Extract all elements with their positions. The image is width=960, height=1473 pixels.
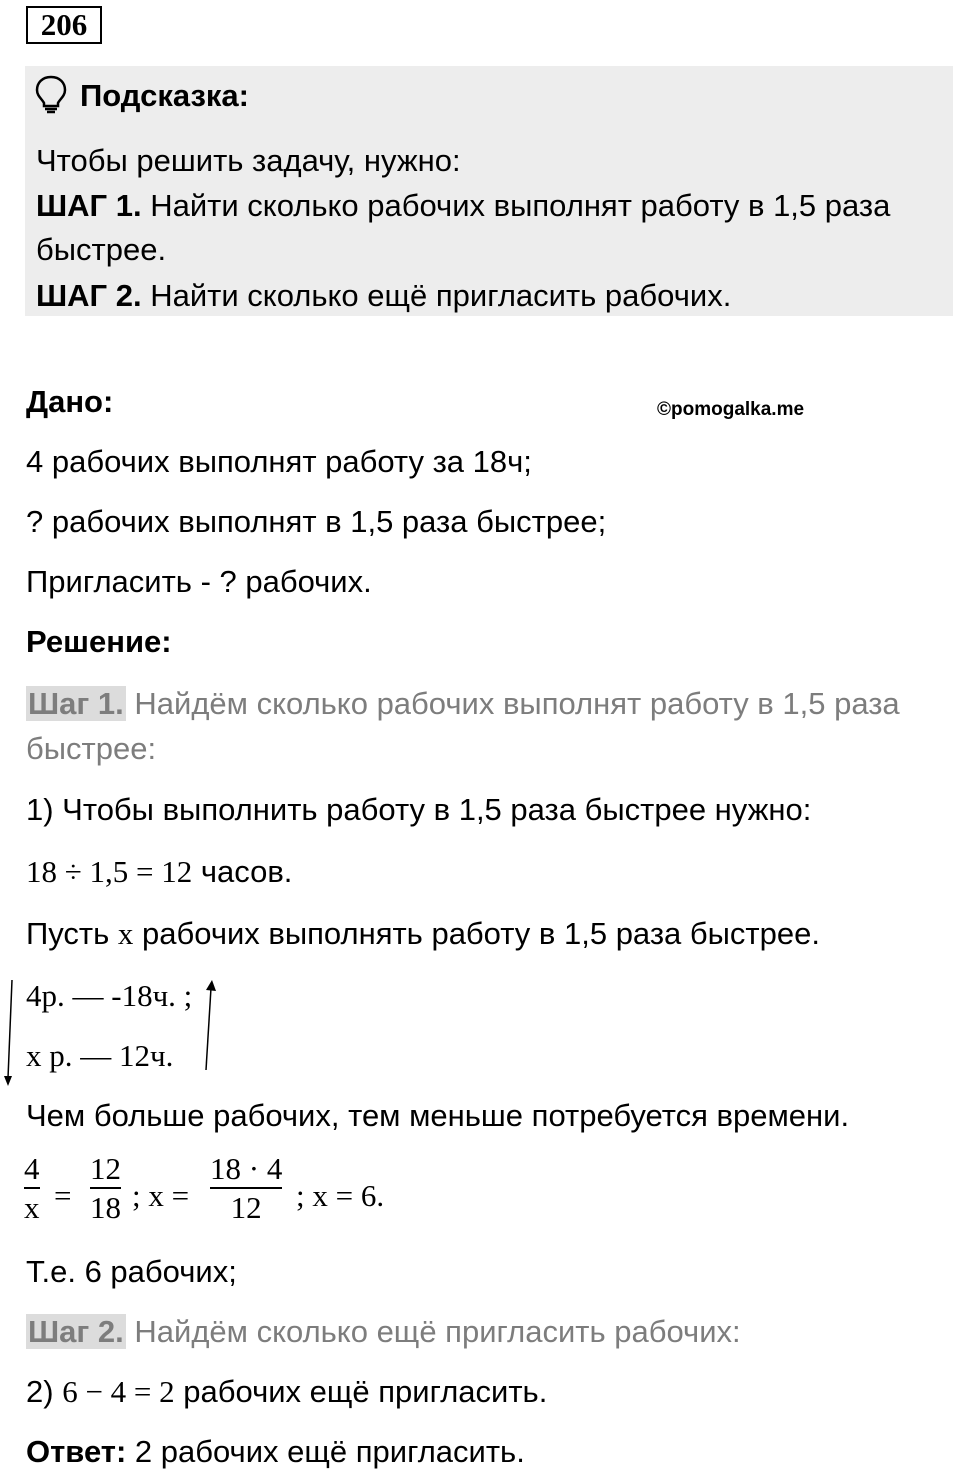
- hint-step2: [36, 280, 731, 311]
- fraction-3-numerator: 18 · 4: [210, 1151, 283, 1186]
- separator-1: ; x =: [132, 1178, 190, 1213]
- given-line-1: 4 рабочих выполнят работу за 18ч;: [26, 444, 532, 479]
- hint-step1-label: ШАГ 1.: [36, 188, 142, 223]
- given-line-3: Пригласить - ? рабочих.: [26, 564, 372, 599]
- watermark: ©pomogalka.me: [657, 399, 805, 420]
- answer-label: Ответ:: [26, 1434, 127, 1469]
- result-1: Т.е. 6 рабочих;: [26, 1254, 237, 1289]
- relation-text: Чем больше рабочих, тем меньше потребуется времени.: [26, 1098, 850, 1133]
- solution-line-2: [26, 1376, 547, 1407]
- hint-step1: [36, 190, 890, 221]
- equals-sign: =: [54, 1178, 72, 1213]
- fraction-2: [90, 1150, 121, 1226]
- calc-1-expression: 18 ÷ 1,5 = 12: [26, 854, 193, 889]
- solution-step2-text: Найдём сколько ещё пригласить рабочих:: [125, 1314, 741, 1349]
- task-number-badge: 206: [26, 6, 102, 44]
- hint-step1-text: Найти сколько рабочих выполнят работу в 1,5 раза: [141, 188, 891, 223]
- fraction-3: [210, 1150, 282, 1226]
- let-text-a: Пусть: [26, 916, 118, 951]
- given-line-2: ? рабочих выполнят в 1,5 раза быстрее;: [26, 504, 607, 539]
- solution-step2-label: Шаг 2.: [28, 1314, 124, 1349]
- solution-let: [26, 918, 820, 949]
- hint-step2-text: Найти сколько ещё пригласить рабочих.: [141, 278, 732, 313]
- hint-step2-label: ШАГ 2.: [36, 278, 142, 313]
- fraction-1-numerator: 4: [24, 1151, 40, 1186]
- fraction-1-denominator: x: [24, 1190, 40, 1226]
- lightbulb-icon: [34, 74, 68, 114]
- solution-step2: [26, 1316, 741, 1347]
- let-text-b: рабочих выполнять работу в 1,5 раза быстрее.: [133, 916, 820, 951]
- solution-calc-1: [26, 856, 292, 887]
- answer: [26, 1436, 525, 1467]
- separator-2: ; x = 6.: [296, 1178, 385, 1213]
- line-2-expression: 6 − 4 = 2: [62, 1374, 175, 1409]
- solution-step1-cont: быстрее:: [26, 731, 157, 766]
- hint-intro: Чтобы решить задачу, нужно:: [36, 143, 461, 178]
- solution-step1-label: Шаг 1.: [28, 686, 124, 721]
- answer-text: 2 рабочих ещё пригласить.: [126, 1434, 525, 1469]
- fraction-2-numerator: 12: [90, 1151, 121, 1186]
- line-2-suffix: рабочих ещё пригласить.: [174, 1374, 548, 1409]
- hint-step1-cont: быстрее.: [36, 232, 167, 267]
- solution-step1-text: Найдём сколько рабочих выполнят работу в 1,5 раза: [125, 686, 900, 721]
- fraction-3-denominator: 12: [230, 1190, 262, 1226]
- given-title: Дано:: [26, 384, 114, 419]
- solution-title: Решение:: [26, 624, 172, 659]
- proportion-row-2: x р. — 12ч.: [26, 1038, 174, 1073]
- hint-title: Подсказка:: [80, 78, 249, 113]
- let-variable: x: [117, 916, 134, 951]
- fraction-1: [24, 1150, 40, 1226]
- proportion-row-1: 4р. — -18ч. ;: [26, 978, 193, 1013]
- solution-line-1: 1) Чтобы выполнить работу в 1,5 раза быстрее нужно:: [26, 792, 812, 827]
- line-2-prefix: 2): [26, 1374, 63, 1409]
- calc-1-unit: часов.: [192, 854, 293, 889]
- fraction-2-denominator: 18: [90, 1190, 121, 1226]
- solution-step1: [26, 688, 900, 719]
